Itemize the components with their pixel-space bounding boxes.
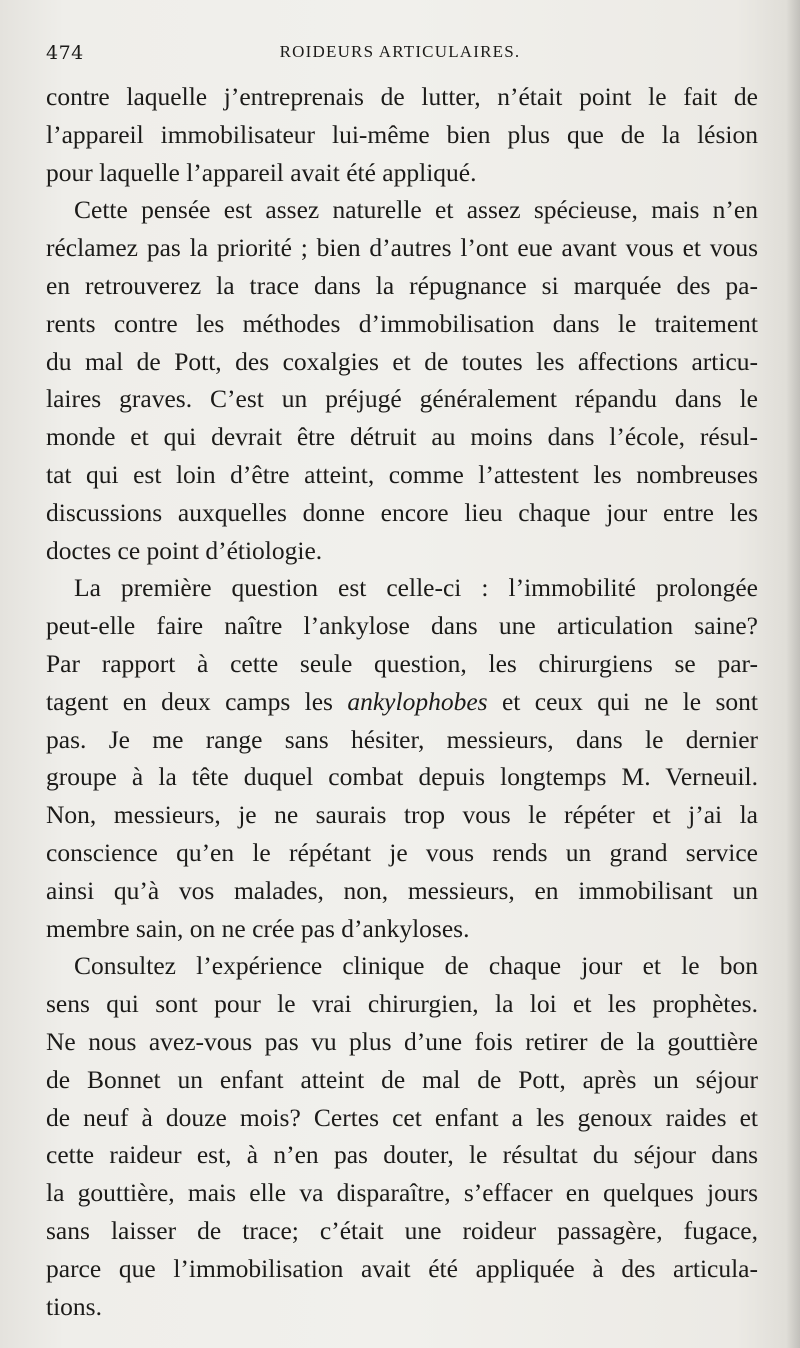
- text-line: Cette pensée est assez naturelle et assez spécieuse, mais n’en: [74, 195, 758, 225]
- text-line: réclamez pas la priorité ; bien d’autres l’ont eue avant vous et vous: [46, 233, 758, 263]
- text-line: parce que l’immobilisation avait été appliquée à des articula-: [46, 1253, 758, 1283]
- running-title: ROIDEURS ARTICULAIRES.: [279, 42, 521, 61]
- text-line: ainsi qu’à vos malades, non, messieurs, en immobilisant un: [46, 875, 758, 905]
- text-line: groupe à la tête duquel combat depuis longtemps M. Verneuil.: [46, 762, 758, 792]
- text-line: [46, 683, 758, 721]
- text-line: pour laquelle l’appareil avait été appliqué.: [46, 157, 477, 187]
- text-line: membre sain, on ne crée pas d’ankyloses.: [46, 913, 470, 943]
- text-line: du mal de Pott, des coxalgies et de toutes les affections articu-: [46, 346, 758, 376]
- text-line: discussions auxquelles donne encore lieu chaque jour entre les: [46, 497, 758, 527]
- text-line: l’appareil immobilisateur lui-même bien plus que de la lésion: [46, 119, 758, 149]
- text-line: en retrouverez la trace dans la répugnance si marquée des pa-: [46, 270, 758, 300]
- page-number: 474: [46, 42, 84, 64]
- text-line: Par rapport à cette seule question, les chirurgiens se par-: [46, 648, 758, 678]
- text-line: Ne nous avez-vous pas vu plus d’une fois retirer de la gouttière: [46, 1026, 758, 1056]
- body-text: [46, 78, 758, 1325]
- text-line: cette raideur est, à n’en pas douter, le résultat du séjour dans: [46, 1140, 758, 1170]
- text-line: contre laquelle j’entreprenais de lutter, n’était point le fait de: [46, 82, 758, 111]
- text-line: tions.: [46, 1291, 102, 1321]
- text-line: monde et qui devrait être détruit au moins dans l’école, résul-: [46, 422, 758, 452]
- text-line: laires graves. C’est un préjugé généralement répandu dans le: [46, 384, 758, 414]
- text-line: peut-elle faire naître l’ankylose dans une articulation saine?: [46, 611, 758, 641]
- text-line: doctes ce point d’étiologie.: [46, 535, 323, 565]
- text-line: tat qui est loin d’être atteint, comme l’attestent les nombreuses: [46, 459, 758, 489]
- text-line: sans laisser de trace; c’était une roideur passagère, fugace,: [46, 1215, 758, 1245]
- text-line: pas. Je me range sans hésiter, messieurs, dans le dernier: [46, 724, 758, 754]
- text-line: Non, messieurs, je ne saurais trop vous le répéter et j’ai la: [46, 800, 758, 830]
- italic-term: ankylophobes: [347, 686, 488, 716]
- text-line: de neuf à douze mois? Certes cet enfant a les genoux raides et: [46, 1102, 758, 1132]
- text-line: de Bonnet un enfant atteint de mal de Pott, après un séjour: [46, 1064, 758, 1094]
- text-line: la gouttière, mais elle va disparaître, s’effacer en quelques jours: [46, 1178, 758, 1208]
- text-line: sens qui sont pour le vrai chirurgien, la loi et les prophètes.: [46, 989, 758, 1019]
- page-edge-shadow: [786, 0, 800, 1348]
- text-line: Consultez l’expérience clinique de chaque jour et le bon: [74, 951, 758, 981]
- text-fragment: tagent en deux camps les: [46, 686, 348, 716]
- text-line: conscience qu’en le répétant je vous rends un grand service: [46, 837, 758, 867]
- text-line: rents contre les méthodes d’immobilisation dans le traitement: [46, 308, 758, 338]
- text-line: La première question est celle-ci : l’immobilité prolongée: [74, 573, 758, 603]
- page-header: [46, 42, 754, 72]
- text-fragment: et ceux qui ne le sont: [487, 686, 758, 716]
